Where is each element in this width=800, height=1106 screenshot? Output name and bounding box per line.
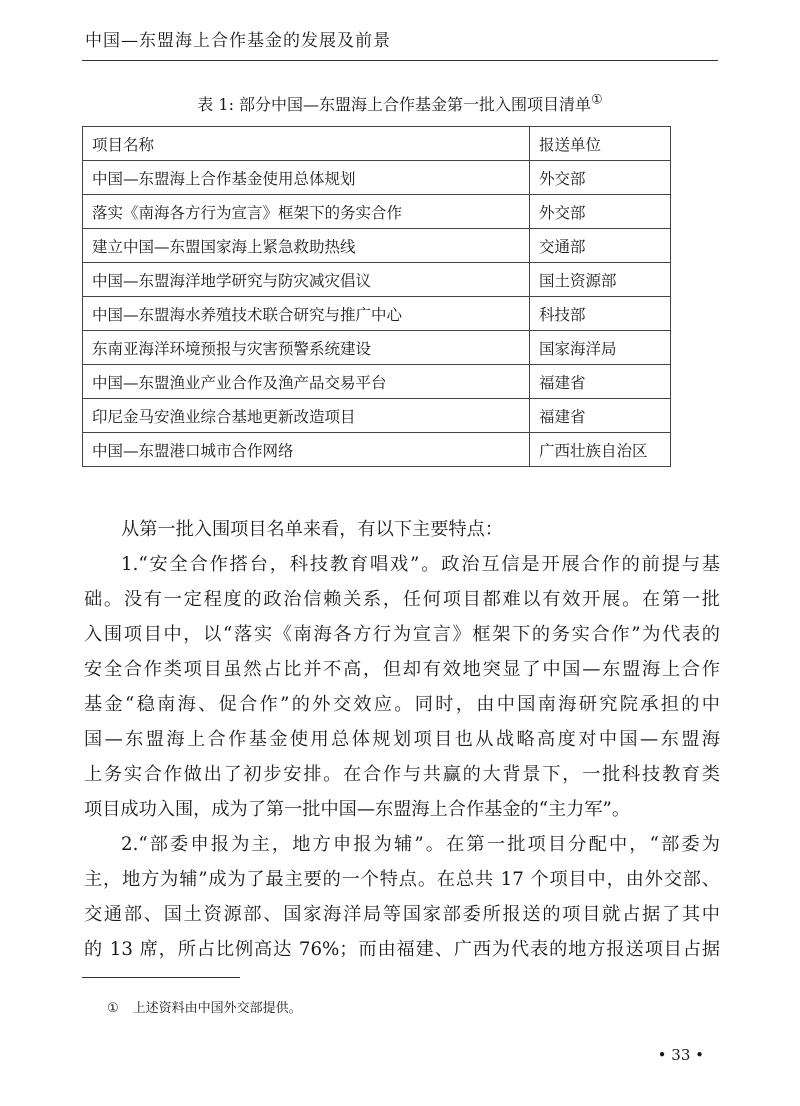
project-table-body bbox=[83, 127, 671, 467]
project-table bbox=[82, 126, 671, 467]
submitting-unit-cell: 科技部 bbox=[530, 297, 671, 331]
body-line: 入围项目中，以“落实《南海各方行为宣言》框架下的务实合作”为代表的 bbox=[84, 624, 720, 645]
project-name-cell: 东南亚海洋环境预报与灾害预警系统建设 bbox=[83, 331, 530, 365]
project-name-cell: 中国—东盟渔业产业合作及渔产品交易平台 bbox=[83, 365, 530, 399]
body-line: 交通部、国土资源部、国家海洋局等国家部委所报送的项目就占据了其中 bbox=[84, 904, 720, 925]
table-row bbox=[83, 365, 671, 399]
table-row bbox=[83, 433, 671, 467]
project-name-cell: 中国—东盟海水养殖技术联合研究与推广中心 bbox=[83, 297, 530, 331]
footnote-divider bbox=[82, 977, 240, 978]
body-line: 础。没有一定程度的政治信赖关系，任何项目都难以有效开展。在第一批 bbox=[84, 589, 720, 610]
table-row bbox=[83, 399, 671, 433]
header-submitting-unit: 报送单位 bbox=[530, 127, 671, 161]
body-line: 上务实合作做出了初步安排。在合作与共赢的大背景下，一批科技教育类 bbox=[84, 764, 720, 785]
footnote bbox=[107, 997, 302, 1016]
table-caption bbox=[0, 92, 800, 115]
submitting-unit-cell: 交通部 bbox=[530, 229, 671, 263]
table-row bbox=[83, 297, 671, 331]
body-line: 安全合作类项目虽然占比并不高，但却有效地突显了中国—东盟海上合作 bbox=[84, 659, 720, 680]
project-name-cell: 中国—东盟港口城市合作网络 bbox=[83, 433, 530, 467]
body-line: 2.“部委申报为主，地方申报为辅”。在第一批项目分配中，“部委为 bbox=[121, 834, 720, 855]
body-line: 的 13 席，所占比例高达 76%；而由福建、广西为代表的地方报送项目占据 bbox=[84, 939, 720, 960]
submitting-unit-cell: 福建省 bbox=[530, 365, 671, 399]
table-row bbox=[83, 195, 671, 229]
table-caption-text: 表 1: 部分中国—东盟海上合作基金第一批入围项目清单 bbox=[197, 95, 592, 114]
body-line: 从第一批入围项目名单来看，有以下主要特点： bbox=[121, 519, 503, 540]
table-header-row bbox=[83, 127, 671, 161]
submitting-unit-cell: 福建省 bbox=[530, 399, 671, 433]
project-name-cell: 建立中国—东盟国家海上紧急救助热线 bbox=[83, 229, 530, 263]
submitting-unit-cell: 国土资源部 bbox=[530, 263, 671, 297]
footnote-reference: ① bbox=[591, 92, 603, 108]
submitting-unit-cell: 广西壮族自治区 bbox=[530, 433, 671, 467]
footnote-mark: ① bbox=[107, 1001, 119, 1016]
footnote-text: 上述资料由中国外交部提供。 bbox=[132, 1001, 302, 1016]
running-header: 中国—东盟海上合作基金的发展及前景 bbox=[85, 31, 391, 51]
body-line: 基金“稳南海、促合作”的外交效应。同时，由中国南海研究院承担的中 bbox=[84, 694, 720, 715]
submitting-unit-cell: 外交部 bbox=[530, 195, 671, 229]
body-line: 项目成功入围，成为了第一批中国—东盟海上合作基金的“主力军”。 bbox=[84, 799, 631, 820]
project-name-cell: 印尼金马安渔业综合基地更新改造项目 bbox=[83, 399, 530, 433]
body-text bbox=[84, 512, 720, 967]
header-project-name: 项目名称 bbox=[83, 127, 530, 161]
table-row bbox=[83, 161, 671, 195]
project-name-cell: 落实《南海各方行为宣言》框架下的务实合作 bbox=[83, 195, 530, 229]
page-number: • 33 • bbox=[657, 1046, 704, 1064]
header-divider bbox=[82, 60, 718, 61]
submitting-unit-cell: 国家海洋局 bbox=[530, 331, 671, 365]
table-row bbox=[83, 229, 671, 263]
project-name-cell: 中国—东盟海洋地学研究与防灾减灾倡议 bbox=[83, 263, 530, 297]
table-row bbox=[83, 263, 671, 297]
table-row bbox=[83, 331, 671, 365]
body-line: 主，地方为辅”成为了最主要的一个特点。在总共 17 个项目中，由外交部、 bbox=[84, 869, 720, 890]
submitting-unit-cell: 外交部 bbox=[530, 161, 671, 195]
body-line: 1.“安全合作搭台，科技教育唱戏”。政治互信是开展合作的前提与基 bbox=[121, 554, 720, 575]
project-name-cell: 中国—东盟海上合作基金使用总体规划 bbox=[83, 161, 530, 195]
body-line: 国—东盟海上合作基金使用总体规划项目也从战略高度对中国—东盟海 bbox=[84, 729, 720, 750]
